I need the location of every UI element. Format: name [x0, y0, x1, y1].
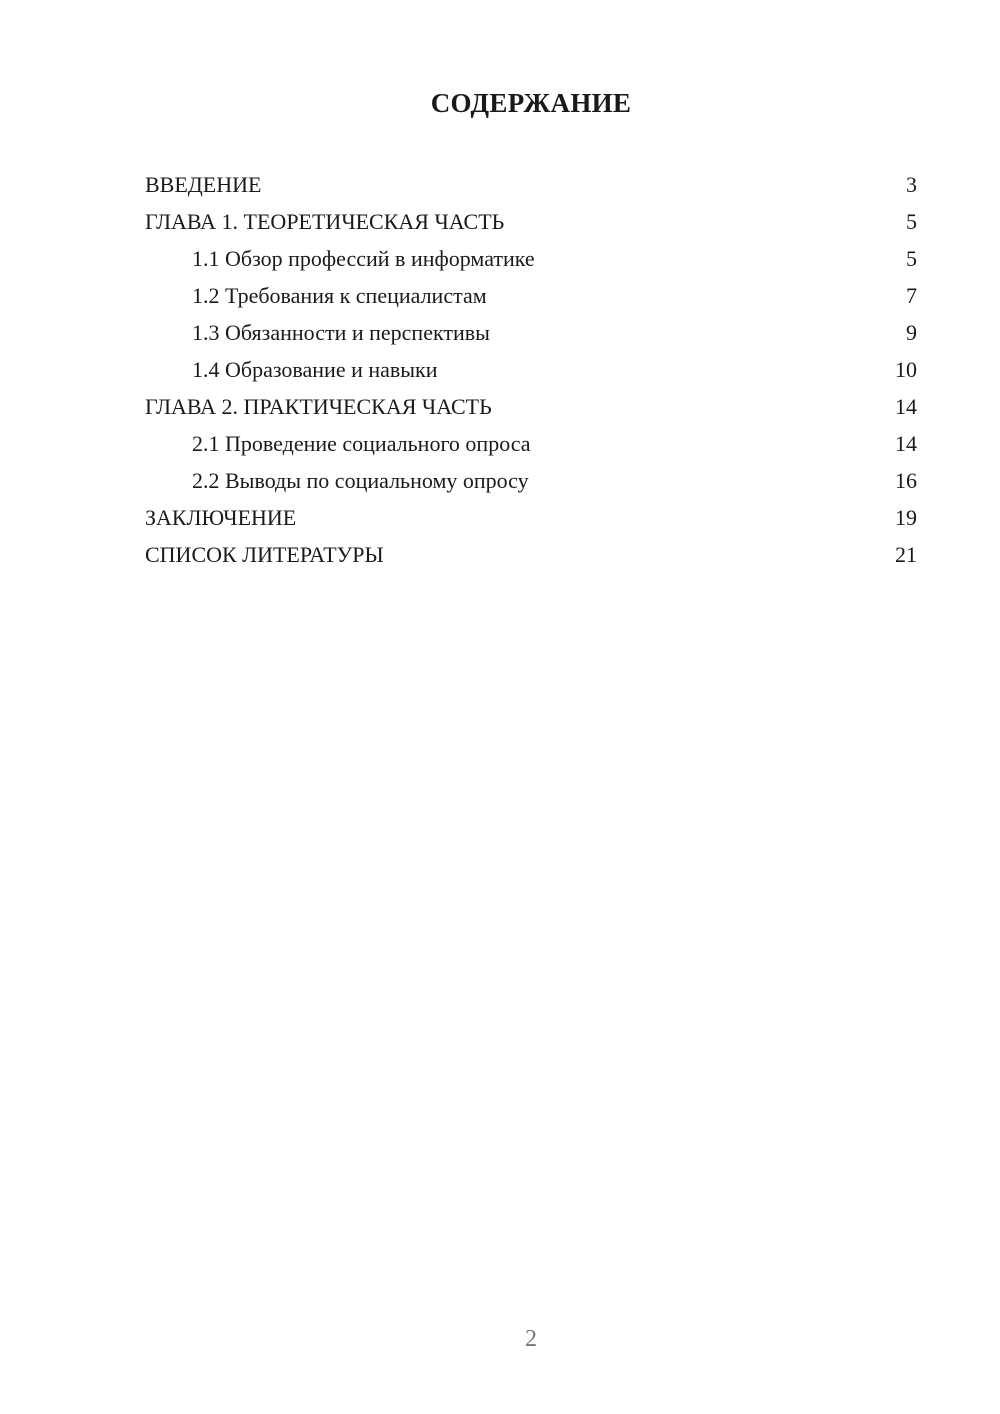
toc-entry[interactable] [145, 536, 917, 573]
toc-entry-label: 1.2 Требования к специалистам [192, 283, 487, 308]
table-of-contents [145, 166, 917, 573]
toc-entry-label: 1.4 Образование и навыки [192, 357, 438, 382]
toc-entry-label: 1.1 Обзор профессий в информатике [192, 246, 535, 271]
toc-entry[interactable] [145, 166, 917, 203]
toc-entry[interactable] [145, 462, 917, 499]
toc-entry-page-number: 7 [906, 283, 917, 308]
toc-entry-page-number: 5 [906, 209, 917, 234]
toc-entry-label: ВВЕДЕНИЕ [145, 172, 262, 197]
toc-entry[interactable] [145, 388, 917, 425]
toc-entry-label: 2.2 Выводы по социальному опросу [192, 468, 529, 493]
toc-entry-page-number: 10 [895, 357, 917, 382]
toc-entry[interactable] [145, 314, 917, 351]
toc-entry-label: ГЛАВА 2. ПРАКТИЧЕСКАЯ ЧАСТЬ [145, 394, 492, 419]
toc-entry-page-number: 14 [895, 431, 917, 456]
toc-entry-label: ГЛАВА 1. ТЕОРЕТИЧЕСКАЯ ЧАСТЬ [145, 209, 505, 234]
toc-entry-page-number: 14 [895, 394, 917, 419]
toc-entry[interactable] [145, 240, 917, 277]
page-content [145, 86, 917, 573]
toc-entry[interactable] [145, 203, 917, 240]
toc-entry-page-number: 21 [895, 542, 917, 567]
toc-entry-page-number: 3 [906, 172, 917, 197]
toc-entry[interactable] [145, 277, 917, 314]
toc-entry-page-number: 19 [895, 505, 917, 530]
toc-entry-page-number: 5 [906, 246, 917, 271]
toc-entry-page-number: 9 [906, 320, 917, 345]
toc-entry[interactable] [145, 499, 917, 536]
toc-entry[interactable] [145, 425, 917, 462]
page-title: СОДЕРЖАНИЕ [430, 88, 632, 118]
toc-entry-label: СПИСОК ЛИТЕРАТУРЫ [145, 542, 384, 567]
page-number: 2 [525, 1326, 537, 1352]
toc-entry-label: 2.1 Проведение социального опроса [192, 431, 531, 456]
toc-entry-page-number: 16 [895, 468, 917, 493]
toc-entry-label: ЗАКЛЮЧЕНИЕ [145, 505, 297, 530]
toc-entry-label: 1.3 Обязанности и перспективы [192, 320, 490, 345]
toc-entry[interactable] [145, 351, 917, 388]
